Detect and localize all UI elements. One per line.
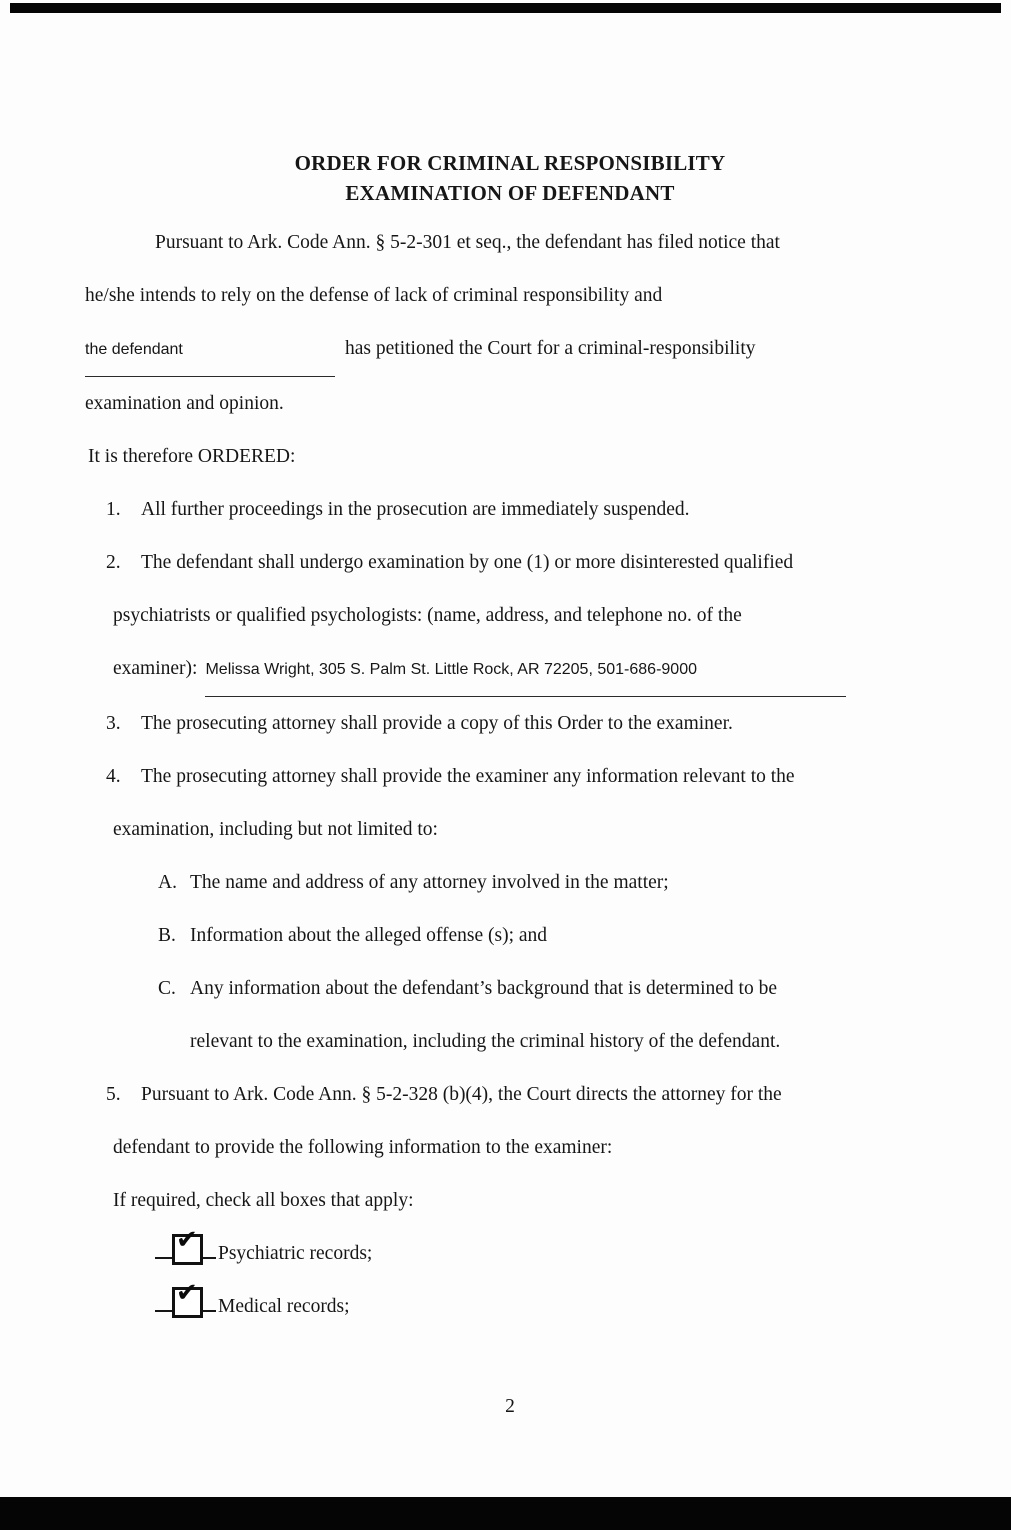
sub-item-b-text: Information about the alleged offense (s); and — [190, 925, 548, 946]
ordered-heading: It is therefore ORDERED: — [88, 446, 296, 467]
checkmark-icon: ✔ — [176, 1278, 198, 1308]
list-item-4 — [85, 750, 935, 803]
list-item-2 — [85, 536, 935, 589]
item-4-line-2: examination, including but not limited to: — [113, 819, 438, 840]
list-number-2: 2. — [106, 552, 121, 573]
sub-item-c-line-1: Any information about the defendant’s background that is determined to be — [190, 978, 778, 999]
intro-line-1: Pursuant to Ark. Code Ann. § 5-2-301 et seq., the defendant has filed notice that — [155, 232, 780, 253]
psychiatric-records-checkbox[interactable] — [172, 1225, 203, 1265]
sub-letter-b: B. — [158, 925, 176, 946]
item-3-text: The prosecuting attorney shall provide a copy of this Order to the examiner. — [141, 713, 733, 734]
item-2-line-3 — [85, 642, 935, 697]
title-line-2: EXAMINATION OF DEFENDANT — [345, 181, 675, 205]
list-number-4: 4. — [106, 766, 121, 787]
checkbox-row-medical — [85, 1280, 935, 1333]
sub-item-c — [85, 962, 935, 1015]
blank-line-segment — [203, 1292, 216, 1312]
intro-line-3 — [85, 322, 935, 377]
intro-line-4: examination and opinion. — [85, 393, 284, 414]
sub-letter-c: C. — [158, 978, 176, 999]
blank-line-segment — [155, 1239, 172, 1259]
list-item-3 — [85, 697, 935, 750]
scan-artifact-top-bar — [10, 3, 1001, 13]
sub-item-a — [85, 856, 935, 909]
item-5-line-1: Pursuant to Ark. Code Ann. § 5-2-328 (b)(4), the Court directs the attorney for the — [141, 1084, 782, 1105]
petitioner-name-field[interactable] — [85, 322, 335, 377]
item-5-line-2: defendant to provide the following information to the examiner: — [113, 1137, 613, 1158]
item-2-line-2: psychiatrists or qualified psychologists: (name, address, and telephone no. of the — [113, 605, 742, 626]
sub-item-a-text: The name and address of any attorney involved in the matter; — [190, 872, 669, 893]
page-number: 2 — [505, 1396, 515, 1417]
petitioner-name-value: the defendant — [85, 341, 183, 358]
blank-line-segment — [203, 1239, 216, 1259]
list-number-5: 5. — [106, 1084, 121, 1105]
list-item-5 — [85, 1068, 935, 1121]
examiner-info-field[interactable] — [205, 642, 846, 697]
sub-item-b — [85, 909, 935, 962]
document-body — [85, 216, 935, 1333]
scan-artifact-bottom-bar — [0, 1497, 1011, 1530]
document-title — [85, 148, 935, 208]
list-number-1: 1. — [106, 499, 121, 520]
medical-records-label: Medical records; — [218, 1296, 350, 1317]
item-2-line-1: The defendant shall undergo examination by one (1) or more disinterested qualified — [141, 552, 794, 573]
list-number-3: 3. — [106, 713, 121, 734]
checkbox-instruction: If required, check all boxes that apply: — [113, 1190, 414, 1211]
item-1-text: All further proceedings in the prosecution are immediately suspended. — [141, 499, 690, 520]
examiner-label: examiner): — [113, 658, 198, 679]
title-line-1: ORDER FOR CRIMINAL RESPONSIBILITY — [294, 151, 726, 175]
order-document — [85, 148, 935, 1419]
blank-line-segment — [155, 1292, 172, 1312]
sub-letter-a: A. — [158, 872, 177, 893]
list-item-1 — [85, 483, 935, 536]
item-4-line-1: The prosecuting attorney shall provide the examiner any information relevant to the — [141, 766, 795, 787]
intro-line-2: he/she intends to rely on the defense of lack of criminal responsibility and — [85, 285, 663, 306]
sub-item-c-line-2: relevant to the examination, including the criminal history of the defendant. — [190, 1031, 781, 1052]
psychiatric-records-label: Psychiatric records; — [218, 1243, 373, 1264]
checkmark-icon: ✔ — [176, 1225, 198, 1255]
examiner-info-value: Melissa Wright, 305 S. Palm St. Little Rock, AR 72205, 501-686-9000 — [205, 661, 697, 678]
intro-line-3-text: has petitioned the Court for a criminal-responsibility — [345, 338, 756, 359]
medical-records-checkbox[interactable] — [172, 1278, 203, 1318]
checkbox-row-psychiatric — [85, 1227, 935, 1280]
